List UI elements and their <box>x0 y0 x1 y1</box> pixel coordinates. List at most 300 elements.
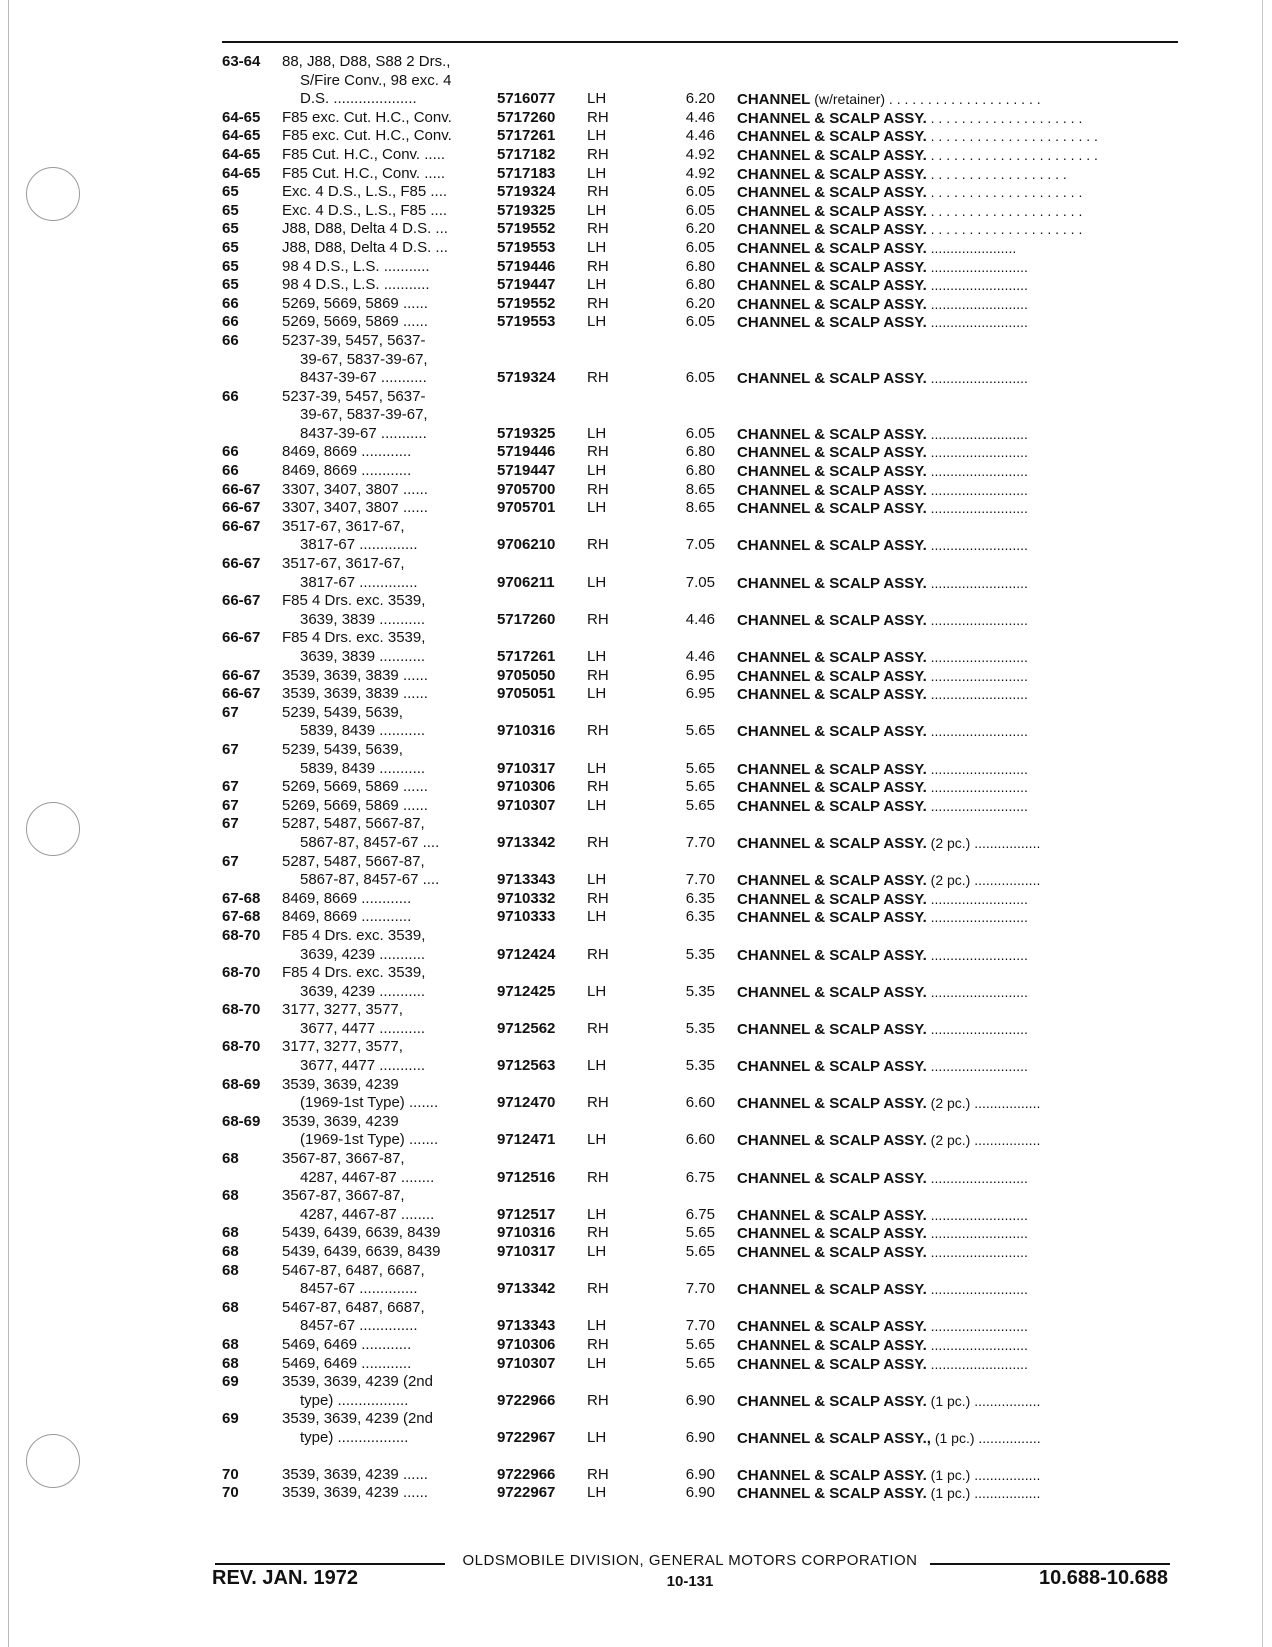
description-name: CHANNEL & SCALP ASSY. <box>737 872 927 890</box>
part-row-continuation <box>0 592 1272 611</box>
description-note: ......................... <box>926 797 1028 814</box>
description-note: ......................... <box>926 500 1028 517</box>
description <box>737 1131 1177 1151</box>
year-range: 68 <box>222 1150 239 1168</box>
application-text: (1969-1st Type) ....... <box>300 1131 439 1149</box>
part-number: 9710317 <box>497 759 556 777</box>
year-range: 70 <box>222 1484 239 1502</box>
price: 8.65 <box>685 480 715 498</box>
part-number: 9706210 <box>497 536 556 554</box>
part-number: 9706211 <box>497 573 555 591</box>
description-note: (1 pc.) ................. <box>926 1392 1041 1409</box>
application-text: 3539, 3639, 3839 ...... <box>282 685 428 703</box>
price: 5.35 <box>685 982 715 1000</box>
part-row <box>0 983 1272 1002</box>
price: 7.05 <box>685 573 715 591</box>
description <box>737 797 1177 817</box>
description-name: CHANNEL & SCALP ASSY. <box>737 184 927 202</box>
part-row-continuation <box>0 555 1272 574</box>
year-range: 65 <box>222 257 239 275</box>
application-text: Exc. 4 D.S., L.S., F85 .... <box>282 183 448 201</box>
part-number: 5719446 <box>497 443 556 461</box>
application-text: 3539, 3639, 4239 (2nd <box>282 1410 433 1428</box>
description <box>737 1057 1177 1077</box>
price: 4.46 <box>685 648 715 665</box>
application-text: 5439, 6439, 6639, 8439 <box>282 1224 441 1242</box>
part-number: 9713343 <box>497 871 556 889</box>
part-row <box>0 295 1272 314</box>
price: 6.05 <box>685 369 715 387</box>
part-row-continuation <box>0 1187 1272 1206</box>
application-text: 5269, 5669, 5869 ...... <box>282 313 428 331</box>
side-code: RH <box>587 480 609 498</box>
description <box>737 946 1177 966</box>
application-text: 8469, 8669 ............ <box>282 443 412 461</box>
year-range: 64-65 <box>222 164 261 182</box>
part-row-continuation <box>0 741 1272 760</box>
description-name: CHANNEL & SCALP ASSY. <box>737 779 927 797</box>
part-row <box>0 1336 1272 1355</box>
side-code: RH <box>587 1019 609 1037</box>
part-row-continuation <box>0 1113 1272 1132</box>
description-note: ......................... <box>926 649 1028 665</box>
description <box>737 536 1177 556</box>
parts-table <box>0 53 1272 1503</box>
part-row <box>0 908 1272 927</box>
part-number: 5719447 <box>497 462 556 480</box>
part-number: 5719552 <box>497 220 556 238</box>
year-range: 67 <box>222 796 239 814</box>
year-range: 68-69 <box>222 1112 261 1130</box>
description-name: CHANNEL & SCALP ASSY. <box>737 221 927 239</box>
application-text: J88, D88, Delta 4 D.S. ... <box>282 238 448 256</box>
price: 6.05 <box>685 183 715 201</box>
side-code: LH <box>587 796 607 814</box>
description-note: . . . . . . . . . . . . . . . . . . <box>926 165 1067 182</box>
part-row-continuation <box>0 351 1272 370</box>
description-note: . . . . . . . . . . . . . . . . . . . . <box>926 221 1083 238</box>
description-name: CHANNEL & SCALP ASSY. <box>737 165 927 183</box>
description-note: ......................... <box>926 463 1028 480</box>
side-code: RH <box>587 666 609 684</box>
price: 7.70 <box>685 1280 715 1298</box>
side-code: RH <box>587 722 609 740</box>
side-code: RH <box>587 1465 609 1483</box>
part-number: 9712562 <box>497 1019 556 1037</box>
year-range: 68-70 <box>222 1001 261 1019</box>
part-number: 9710306 <box>497 778 556 796</box>
description <box>737 648 1177 668</box>
part-row-continuation <box>0 1076 1272 1095</box>
part-row-continuation <box>0 1299 1272 1318</box>
application-text: 5469, 6469 ............ <box>282 1354 412 1372</box>
part-row <box>0 258 1272 277</box>
price: 6.60 <box>685 1094 715 1112</box>
description-name: CHANNEL & SCALP ASSY. <box>737 425 927 443</box>
description-name: CHANNEL & SCALP ASSY. <box>737 295 927 313</box>
part-row <box>0 1317 1272 1336</box>
description-name: CHANNEL & SCALP ASSY. <box>737 463 927 481</box>
year-range: 68 <box>222 1354 239 1372</box>
side-code: LH <box>587 871 607 889</box>
part-row-continuation <box>0 1001 1272 1020</box>
price: 6.90 <box>685 1484 715 1502</box>
description-note: ......................... <box>926 574 1028 591</box>
description-note: ......................... <box>926 686 1028 703</box>
part-number: 5719553 <box>497 313 556 331</box>
description <box>737 1336 1177 1356</box>
price: 6.80 <box>685 257 715 275</box>
part-number: 9710316 <box>497 722 556 740</box>
description-note: . . . . . . . . . . . . . . . . . . . . <box>926 109 1083 126</box>
part-row <box>0 127 1272 146</box>
side-code: LH <box>587 648 607 665</box>
application-text: 5269, 5669, 5869 ...... <box>282 778 428 796</box>
part-number: 5717183 <box>497 164 556 182</box>
price: 4.46 <box>685 127 715 145</box>
price: 6.80 <box>685 462 715 480</box>
price: 6.20 <box>685 90 715 108</box>
part-row-continuation <box>0 518 1272 537</box>
application-text: 3177, 3277, 3577, <box>282 1038 403 1056</box>
description <box>737 890 1177 910</box>
application-text: 5867-87, 8457-67 .... <box>300 833 440 851</box>
part-number: 9705050 <box>497 666 556 684</box>
price: 6.05 <box>685 424 715 442</box>
price: 5.65 <box>685 796 715 814</box>
description-note: ......................... <box>926 277 1028 294</box>
row-spacer <box>0 1448 1272 1466</box>
price: 6.20 <box>685 294 715 312</box>
year-range: 66-67 <box>222 629 261 647</box>
part-number: 9713342 <box>497 1280 556 1298</box>
description <box>737 481 1177 501</box>
part-row <box>0 1206 1272 1225</box>
part-number: 9705700 <box>497 480 556 498</box>
description-note: ......................... <box>926 295 1028 312</box>
description <box>737 1392 1177 1412</box>
application-text: 5239, 5439, 5639, <box>282 703 403 721</box>
part-row-continuation <box>0 853 1272 872</box>
part-number: 5717260 <box>497 108 556 126</box>
application-text: 5867-87, 8457-67 .... <box>300 871 440 889</box>
part-number: 9722967 <box>497 1428 556 1446</box>
application-text: 5287, 5487, 5667-87, <box>282 852 425 870</box>
description <box>737 1484 1177 1504</box>
footer-corporation: OLDSMOBILE DIVISION, GENERAL MOTORS CORPORATION <box>462 1552 918 1569</box>
side-code: RH <box>587 945 609 963</box>
side-code: LH <box>587 1131 607 1149</box>
part-row <box>0 1280 1272 1299</box>
description-note: ......................... <box>926 481 1028 498</box>
part-row-continuation <box>0 927 1272 946</box>
part-number: 9710307 <box>497 1354 556 1372</box>
application-text: 3307, 3407, 3807 ...... <box>282 480 428 498</box>
part-row <box>0 443 1272 462</box>
description <box>737 1094 1177 1114</box>
part-row <box>0 1169 1272 1188</box>
price: 7.70 <box>685 871 715 889</box>
description-note: ......................... <box>926 1058 1028 1075</box>
price: 4.92 <box>685 164 715 182</box>
year-range: 64-65 <box>222 145 261 163</box>
price: 7.05 <box>685 536 715 554</box>
application-text: 3677, 4477 ........... <box>300 1057 426 1075</box>
side-code: LH <box>587 90 607 108</box>
description-name: CHANNEL & SCALP ASSY. <box>737 667 927 685</box>
description-note: (2 pc.) ................. <box>926 834 1041 851</box>
application-text: J88, D88, Delta 4 D.S. ... <box>282 220 448 238</box>
year-range: 65 <box>222 183 239 201</box>
application-text: D.S. .................... <box>300 90 417 108</box>
part-number: 5717182 <box>497 145 556 163</box>
price: 7.70 <box>685 833 715 851</box>
side-code: RH <box>587 833 609 851</box>
application-text: 3639, 4239 ........... <box>300 945 426 963</box>
description <box>737 109 1177 129</box>
side-code: RH <box>587 108 609 126</box>
application-text: 5287, 5487, 5667-87, <box>282 815 425 833</box>
price: 5.65 <box>685 722 715 740</box>
price: 6.90 <box>685 1428 715 1446</box>
side-code: RH <box>587 1224 609 1242</box>
description-name: CHANNEL & SCALP ASSY. <box>737 1318 927 1336</box>
part-number: 9722967 <box>497 1484 556 1502</box>
application-text: 5439, 6439, 6639, 8439 <box>282 1243 441 1260</box>
description <box>737 443 1177 463</box>
description-note: ......................... <box>926 1281 1028 1298</box>
year-range: 64-65 <box>222 108 261 126</box>
description-name: CHANNEL & SCALP ASSY. <box>737 1095 927 1113</box>
year-range: 68 <box>222 1335 239 1353</box>
description-note: (2 pc.) ................. <box>926 1132 1041 1149</box>
application-text: F85 4 Drs. exc. 3539, <box>282 629 426 647</box>
side-code: RH <box>587 257 609 275</box>
description-note: ......................... <box>926 1336 1028 1353</box>
application-text: 3639, 4239 ........... <box>300 982 426 1000</box>
description-name: CHANNEL & SCALP ASSY. <box>737 128 927 146</box>
part-row <box>0 183 1272 202</box>
year-range: 68 <box>222 1224 239 1242</box>
description-name: CHANNEL & SCALP ASSY. <box>737 723 927 741</box>
part-row-continuation <box>0 629 1272 648</box>
application-text: 3639, 3839 ........... <box>300 610 426 628</box>
application-text: type) ................. <box>300 1428 409 1446</box>
year-range: 69 <box>222 1373 239 1391</box>
side-code: LH <box>587 201 607 219</box>
part-row <box>0 1243 1272 1262</box>
part-number: 9705051 <box>497 685 556 703</box>
application-text: F85 exc. Cut. H.C., Conv. <box>282 108 452 126</box>
year-range: 66-67 <box>222 685 261 703</box>
application-text: 5239, 5439, 5639, <box>282 740 403 758</box>
description-name: CHANNEL & SCALP ASSY. <box>737 146 927 164</box>
description-note: ......................... <box>926 779 1028 796</box>
part-number: 9712517 <box>497 1205 556 1223</box>
description <box>737 165 1177 185</box>
side-code: RH <box>587 1391 609 1409</box>
side-code: LH <box>587 127 607 145</box>
part-number: 5719324 <box>497 369 556 387</box>
description <box>737 202 1177 222</box>
description-note: ......................... <box>926 983 1028 1000</box>
description <box>737 1317 1177 1337</box>
description-note: . . . . . . . . . . . . . . . . . . . . <box>926 202 1083 219</box>
price: 5.65 <box>685 1335 715 1353</box>
description-note: . . . . . . . . . . . . . . . . . . . . . . <box>926 128 1098 145</box>
description <box>737 1466 1177 1486</box>
description-note: ......................... <box>926 1244 1028 1260</box>
year-range: 66-67 <box>222 499 261 517</box>
year-range: 67-68 <box>222 889 261 907</box>
price: 6.80 <box>685 276 715 294</box>
description-note: ......................... <box>926 1020 1028 1037</box>
footer-rule-left <box>215 1563 445 1565</box>
description-name: CHANNEL & SCALP ASSY. <box>737 1392 927 1410</box>
description <box>737 462 1177 482</box>
application-text: type) ................. <box>300 1391 409 1409</box>
description-note: (1 pc.) ................. <box>926 1485 1041 1502</box>
description-name: CHANNEL & SCALP ASSY. <box>737 1225 927 1243</box>
year-range: 67 <box>222 778 239 796</box>
application-text: 39-67, 5837-39-67, <box>300 406 428 424</box>
side-code: RH <box>587 1335 609 1353</box>
description-name: CHANNEL & SCALP ASSY. <box>737 909 927 927</box>
description-name: CHANNEL & SCALP ASSY. <box>737 277 927 295</box>
year-range: 66-67 <box>222 592 261 610</box>
part-row <box>0 946 1272 965</box>
price: 5.65 <box>685 778 715 796</box>
part-row-continuation <box>0 964 1272 983</box>
part-row-continuation <box>0 72 1272 91</box>
application-text: 5839, 8439 ........... <box>300 759 426 777</box>
side-code: RH <box>587 1280 609 1298</box>
description-name: CHANNEL & SCALP ASSY. <box>737 649 927 666</box>
application-text: 8469, 8669 ............ <box>282 889 412 907</box>
part-row-continuation <box>0 1038 1272 1057</box>
part-row-continuation <box>0 815 1272 834</box>
application-text: 3539, 3639, 3839 ...... <box>282 666 428 684</box>
year-range: 68-70 <box>222 926 261 944</box>
part-row <box>0 146 1272 165</box>
description-name: CHANNEL & SCALP ASSY. <box>737 1355 927 1373</box>
side-code: LH <box>587 759 607 777</box>
part-number: 9722966 <box>497 1465 556 1483</box>
price: 6.60 <box>685 1131 715 1149</box>
side-code: LH <box>587 276 607 294</box>
application-text: 8457-67 .............. <box>300 1280 418 1298</box>
description <box>737 908 1177 928</box>
part-row <box>0 1094 1272 1113</box>
side-code: LH <box>587 1243 607 1260</box>
description-note: ......................... <box>926 370 1028 387</box>
description-name: CHANNEL & SCALP ASSY. <box>737 834 927 852</box>
side-code: LH <box>587 164 607 182</box>
application-text: F85 4 Drs. exc. 3539, <box>282 964 426 982</box>
price: 5.35 <box>685 1057 715 1075</box>
description <box>737 1355 1177 1375</box>
year-range: 68-70 <box>222 1038 261 1056</box>
description <box>737 574 1177 594</box>
description <box>737 1224 1177 1244</box>
description-name: CHANNEL & SCALP ASSY. <box>737 537 927 555</box>
description-name: CHANNEL <box>737 91 811 109</box>
year-range: 65 <box>222 276 239 294</box>
description <box>737 425 1177 445</box>
application-text: 5269, 5669, 5869 ...... <box>282 796 428 814</box>
price: 6.20 <box>685 220 715 238</box>
description-name: CHANNEL & SCALP ASSY. <box>737 481 927 499</box>
application-text: 4287, 4467-87 ........ <box>300 1205 435 1223</box>
application-text: 8437-39-67 ........... <box>300 369 427 387</box>
part-row-continuation <box>0 1262 1272 1281</box>
part-number: 5719552 <box>497 294 556 312</box>
application-text: F85 4 Drs. exc. 3539, <box>282 926 426 944</box>
price: 6.35 <box>685 889 715 907</box>
description <box>737 1020 1177 1040</box>
part-number: 9722966 <box>497 1391 556 1409</box>
description-note: (2 pc.) ................. <box>926 872 1041 889</box>
part-row <box>0 239 1272 258</box>
description <box>737 127 1177 147</box>
price: 6.05 <box>685 201 715 219</box>
year-range: 66-67 <box>222 666 261 684</box>
description-name: CHANNEL & SCALP ASSY. <box>737 258 927 276</box>
part-row <box>0 202 1272 221</box>
year-range: 66-67 <box>222 480 261 498</box>
part-row <box>0 1355 1272 1374</box>
price: 6.05 <box>685 238 715 256</box>
application-text: 8469, 8669 ............ <box>282 462 412 480</box>
side-code: RH <box>587 1168 609 1186</box>
part-number: 9710316 <box>497 1224 556 1242</box>
description-name: CHANNEL & SCALP ASSY. <box>737 314 927 332</box>
part-row <box>0 462 1272 481</box>
side-code: RH <box>587 183 609 201</box>
side-code: LH <box>587 1057 607 1075</box>
description-name: CHANNEL & SCALP ASSY. <box>737 574 927 592</box>
part-number: 9713343 <box>497 1317 556 1335</box>
part-row <box>0 276 1272 295</box>
description-name: CHANNEL & SCALP ASSY. <box>737 890 927 908</box>
part-row <box>0 778 1272 797</box>
application-text: 3539, 3639, 4239 ...... <box>282 1484 428 1502</box>
price: 4.92 <box>685 145 715 163</box>
application-text: Exc. 4 D.S., L.S., F85 .... <box>282 201 448 219</box>
description <box>737 146 1177 166</box>
description <box>737 1206 1177 1226</box>
year-range: 64-65 <box>222 127 261 145</box>
description <box>737 834 1177 854</box>
year-range: 67 <box>222 740 239 758</box>
description-name: CHANNEL & SCALP ASSY. <box>737 1466 927 1484</box>
part-row <box>0 165 1272 184</box>
part-row <box>0 890 1272 909</box>
price: 6.05 <box>685 313 715 331</box>
year-range: 68-70 <box>222 964 261 982</box>
side-code: LH <box>587 982 607 1000</box>
application-text: 8437-39-67 ........... <box>300 424 427 442</box>
description-name: CHANNEL & SCALP ASSY. <box>737 1169 927 1187</box>
description <box>737 1169 1177 1189</box>
description <box>737 258 1177 278</box>
part-number: 5716077 <box>497 90 556 108</box>
side-code: RH <box>587 889 609 907</box>
description <box>737 220 1177 240</box>
price: 6.80 <box>685 443 715 461</box>
year-range: 68 <box>222 1243 239 1260</box>
year-range: 66 <box>222 387 239 405</box>
